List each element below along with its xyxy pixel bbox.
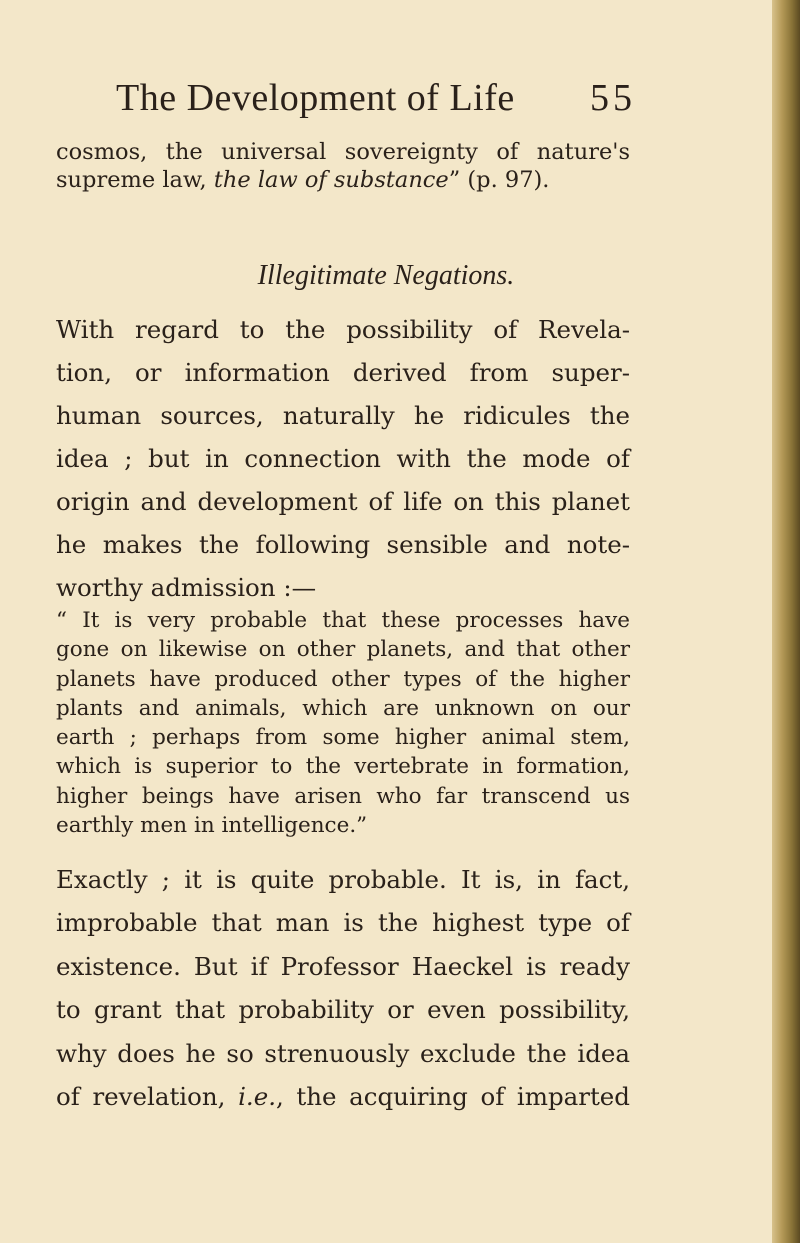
running-title: The Development of Life xyxy=(116,77,515,119)
italic-phrase: the law of substance xyxy=(213,167,449,193)
text-line: human sources, naturally he ridicules the xyxy=(56,401,630,430)
text-line: idea ; but in connection with the mode of xyxy=(56,444,630,473)
block-quote xyxy=(56,606,630,840)
text-run: supreme law, xyxy=(56,167,214,193)
text-run: , the acquiring of imparted xyxy=(276,1082,630,1112)
text-line: Exactly ; it is quite probable. It is, in fact, xyxy=(56,865,630,894)
text-line: to grant that probability or even possibility, xyxy=(56,995,630,1025)
text-line xyxy=(56,166,630,194)
quote-line: earthly men in intelligence.” xyxy=(56,813,368,839)
quote-line: “ It is very probable that these processes have xyxy=(56,608,630,633)
text-run: ” (p. 97). xyxy=(448,167,550,193)
text-line: worthy admission :— xyxy=(56,573,317,602)
paragraph-revelation xyxy=(56,308,630,609)
quote-line: gone on likewise on other planets, and that other xyxy=(56,637,630,663)
page-header xyxy=(116,76,636,132)
paragraph-exactly xyxy=(56,858,630,1118)
text-line: why does he so strenuously exclude the idea xyxy=(56,1038,630,1068)
text-line: improbable that man is the highest type of xyxy=(56,908,630,938)
text-line: origin and development of life on this planet xyxy=(56,487,630,516)
opening-lines xyxy=(56,138,630,194)
quote-line: earth ; perhaps from some higher animal stem, xyxy=(56,725,630,751)
text-line: tion, or information derived from super- xyxy=(56,358,630,387)
section-heading: Illegitimate Negations. xyxy=(257,260,515,291)
quote-line: higher beings have arisen who far transcend us xyxy=(56,783,630,809)
quote-line: plants and animals, which are unknown on our xyxy=(56,695,630,721)
book-binding-edge xyxy=(772,0,800,1243)
text-line: he makes the following sensible and note- xyxy=(56,530,630,559)
text-line: cosmos, the universal sovereignty of nature's xyxy=(56,139,630,165)
italic-phrase: i.e. xyxy=(238,1082,276,1112)
text-line: existence. But if Professor Haeckel is ready xyxy=(56,951,630,981)
page-number: 55 xyxy=(590,77,636,119)
text-line xyxy=(56,1075,630,1118)
text-run: of revelation, xyxy=(56,1082,239,1112)
quote-line: planets have produced other types of the higher xyxy=(56,666,630,692)
text-line: With regard to the possibility of Revela- xyxy=(56,315,630,344)
quote-line: which is superior to the vertebrate in formation, xyxy=(56,754,630,780)
